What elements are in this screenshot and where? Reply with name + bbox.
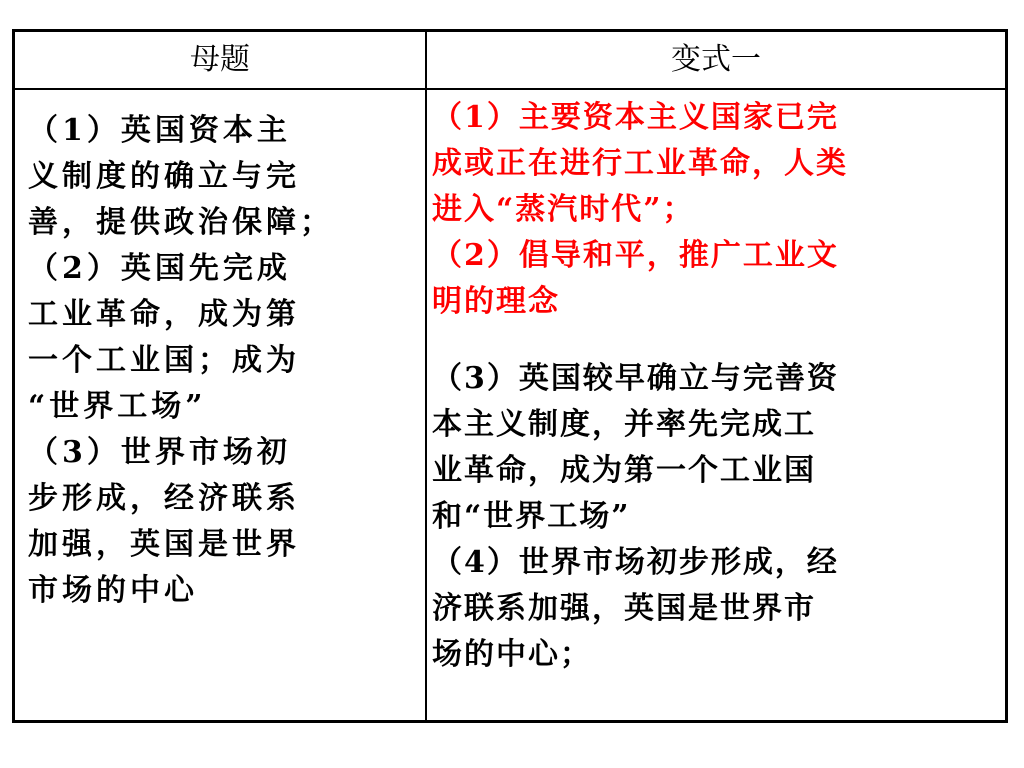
right-cell-highlight-text: （1）主要资本主义国家已完 成或正在进行工业革命，人类 进入“蒸汽时代”； （2）倡导和平，推广工业文 明的理念 [432,100,848,319]
left-cell-text: （1）英国资本主 义制度的确立与完 善，提供政治保障； （2）英国先完成 工业革命，成为第 一个工业国；成为 “世界工场” （3）世界市场初 步形成，经济联系 加强，英国是世界 市场的中心 [28,113,334,608]
header-divider [15,88,1005,90]
header-right-cell: 变式一 [671,43,761,76]
column-divider [425,32,427,720]
header-left-cell: 母题 [190,43,250,76]
right-cell-body-text: （3）英国较早确立与完善资 本主义制度，并率先完成工 业革命，成为第一个工业国 和“世界工场” （4）世界市场初步形成，经 济联系加强，英国是世界市 场的中心； [432,361,839,672]
